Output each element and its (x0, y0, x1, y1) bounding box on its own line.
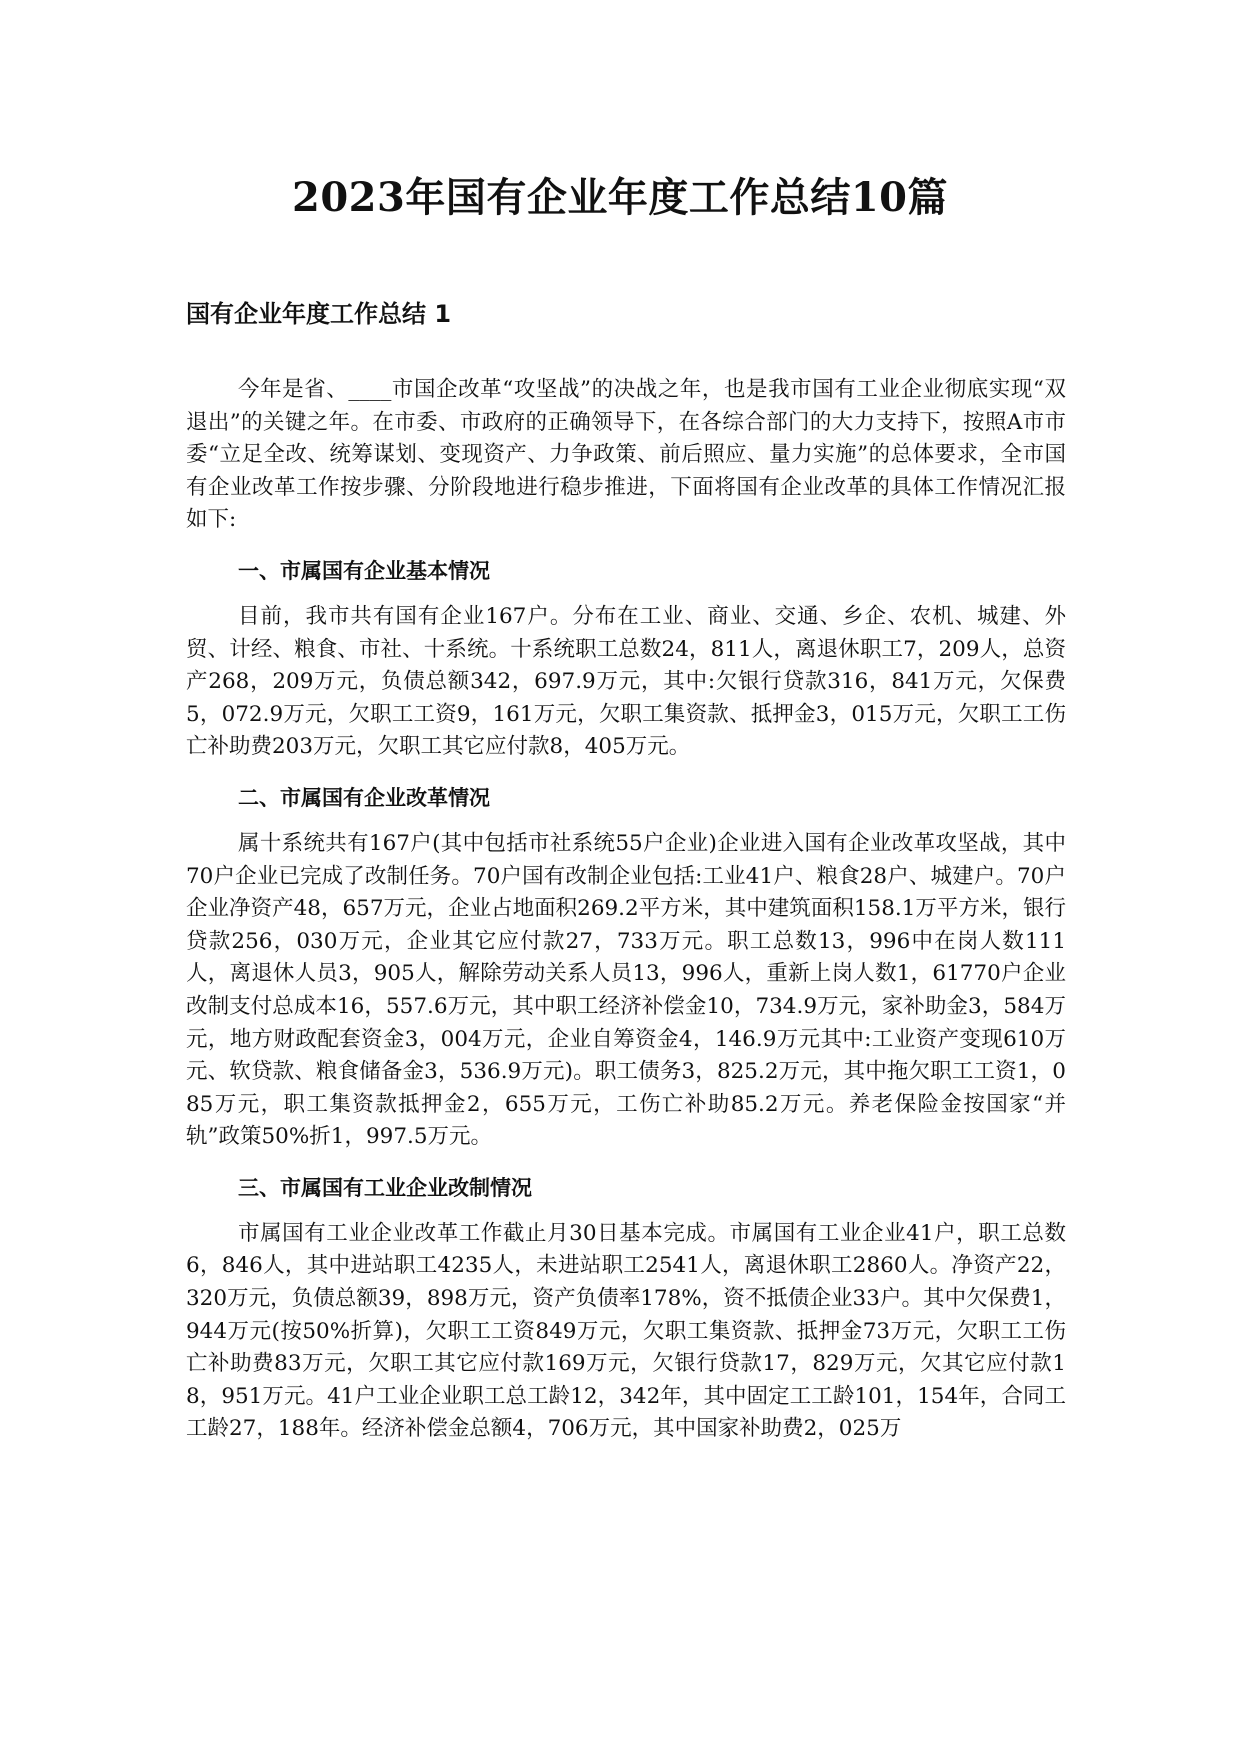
subsection-heading-1: 一、市属国有企业基本情况 (238, 558, 490, 583)
subsection-paragraph-2: 属十系统共有167户(其中包括市社系统55户企业)企业进入国有企业改革攻坚战，其中70户企业已完成了改制任务。70户国有改制企业包括:工业41户、粮食28户、城建户。70户企业净资产48，657万元，企业占地面积269.2平方米，其中建筑面积158.1万平方米，银行贷款256，030万元，企业其它应付款27，733万元。职工总数13，996中在岗人数111人，离退休人员3，905人，解除劳动关系人员13，996人，重新上岗人数1，61770户企业改制支付总成本16，557.6万元，其中职工经济补偿金10，734.9万元，家补助金3，584万元，地方财政配套资金3，004万元，企业自筹资金4，146.9万元其中:工业资产变现610万元、软贷款、粮食储备金3，536.9万元)。职工债务3，825.2万元，其中拖欠职工工资1，085万元，职工集资款抵押金2，655万元，工伤亡补助85.2万元。养老保险金按国家“并轨”政策50%折1，997.5万元。 (186, 830, 1066, 1150)
subsection-paragraph-1: 目前，我市共有国有企业167户。分布在工业、商业、交通、乡企、农机、城建、外贸、计经、粮食、市社、十系统。十系统职工总数24，811人，离退休职工7，209人，总资产268，209万元，负债总额342，697.9万元，其中:欠银行贷款316，841万元，欠保费5，072.9万元，欠职工工资9，161万元，欠职工集资款、抵押金3，015万元，欠职工工伤亡补助费203万元，欠职工其它应付款8，405万元。 (186, 603, 1066, 760)
section-heading: 国有企业年度工作总结 1 (186, 300, 452, 328)
document-body (186, 296, 1066, 1454)
intro-paragraph: 今年是省、____市国企改革“攻坚战”的决战之年，也是我市国有工业企业彻底实现“双退出”的关键之年。在市委、市政府的正确领导下，在各综合部门的大力支持下，按照A市市委“立足全改、统筹谋划、变现资产、力争政策、前后照应、量力实施”的总体要求，全市国有企业改革工作按步骤、分阶段地进行稳步推进，下面将国有企业改革的具体工作情况汇报如下: (186, 377, 1066, 533)
subsection-heading-3: 三、市属国有工业企业改制情况 (238, 1175, 532, 1200)
subsection-heading-2: 二、市属国有企业改革情况 (238, 785, 490, 810)
subsection-paragraph-3: 市属国有工业企业改革工作截止月30日基本完成。市属国有工业企业41户，职工总数6，846人，其中进站职工4235人，未进站职工2541人，离退休职工2860人。净资产22，320万元，负债总额39，898万元，资产负债率178%，资不抵债企业33户。其中欠保费1，944万元(按50%折算)，欠职工工资849万元，欠职工集资款、抵押金73万元，欠职工工伤亡补助费83万元，欠职工其它应付款169万元，欠银行贷款17，829万元，欠其它应付款18，951万元。41户工业企业职工总工龄12，342年，其中固定工工龄101，154年，合同工工龄27，188年。经济补偿金总额4，706万元，其中国家补助费2，025万 (186, 1220, 1066, 1442)
document-title: 2023年国有企业年度工作总结10篇 (292, 174, 948, 221)
